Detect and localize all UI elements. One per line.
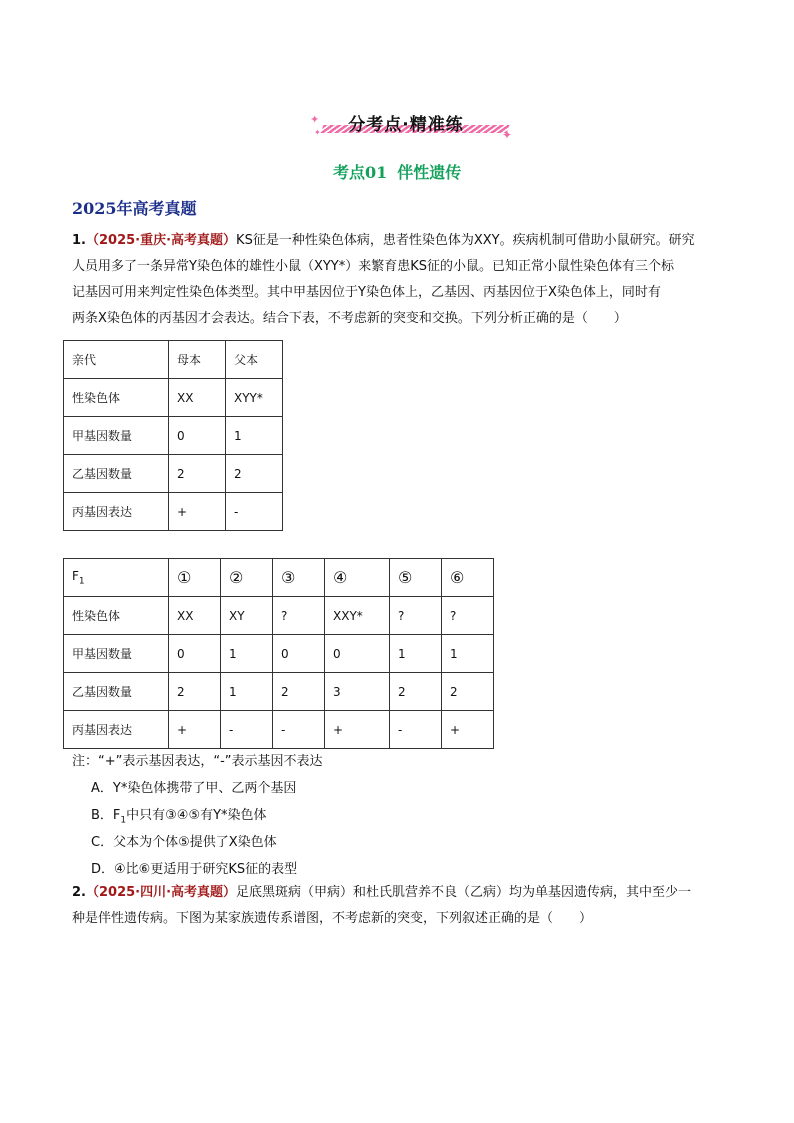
table-cell: 1 <box>390 635 442 673</box>
table-cell: 2 <box>169 455 226 493</box>
table-cell: ? <box>273 597 325 635</box>
stem-line <box>72 880 732 906</box>
table-header-cell <box>64 559 169 597</box>
question-source: （2025·重庆·高考真题） <box>85 233 237 248</box>
table-header-cell: ④ <box>325 559 390 597</box>
stem-line: 人员用多了一条异常Y染色体的雄性小鼠（XYY*）来繁育患KS征的小鼠。已知正常小鼠性染色体有三个标 <box>72 259 675 274</box>
table-cell: XXY* <box>325 597 390 635</box>
stem-line: 种是伴性遗传病。下图为某家族遗传系谱图，不考虑新的突变，下列叙述正确的是（ ） <box>72 911 593 926</box>
table-cell: + <box>169 711 221 749</box>
table-cell: + <box>442 711 494 749</box>
table-cell: 甲基因数量 <box>64 635 169 673</box>
table-cell: 2 <box>390 673 442 711</box>
table-cell: 0 <box>169 417 226 455</box>
table-cell: 2 <box>226 455 283 493</box>
table-cell: 0 <box>325 635 390 673</box>
option-b <box>91 804 267 826</box>
table-note: 注：“+”表示基因表达，“-”表示基因不表达 <box>72 754 323 769</box>
option-text: 中只有③④⑤有Y*染色体 <box>126 808 267 823</box>
table-cell: - <box>221 711 273 749</box>
table-cell: 2 <box>273 673 325 711</box>
topic-name: 伴性遗传 <box>397 163 462 182</box>
table-row <box>64 417 283 455</box>
table-cell: 2 <box>169 673 221 711</box>
sparkle-icon: ✦ <box>310 113 320 126</box>
table-cell: 性染色体 <box>64 379 169 417</box>
table-header-cell: 亲代 <box>64 341 169 379</box>
table-cell: XY <box>221 597 273 635</box>
table-cell: - <box>390 711 442 749</box>
option-c: C．父本为个体⑤提供了X染色体 <box>91 835 277 850</box>
table-cell: + <box>325 711 390 749</box>
topic-heading <box>333 160 461 183</box>
table-cell: XYY* <box>226 379 283 417</box>
table-cell: 1 <box>221 673 273 711</box>
table-cell: 性染色体 <box>64 597 169 635</box>
question-2-stem <box>72 880 732 932</box>
table-row <box>64 635 494 673</box>
table-cell: XX <box>169 597 221 635</box>
table-cell: 丙基因表达 <box>64 711 169 749</box>
table-header-cell: ① <box>169 559 221 597</box>
table-cell: ? <box>390 597 442 635</box>
table-header-cell: ⑥ <box>442 559 494 597</box>
topic-label: 考点01 <box>333 163 388 182</box>
table-row <box>64 711 494 749</box>
table-row <box>64 455 283 493</box>
table-row <box>64 673 494 711</box>
stem-line: 记基因可用来判定性染色体类型。其中甲基因位于Y染色体上，乙基因、丙基因位于X染色体上，同时有 <box>72 285 661 300</box>
table-cell: 0 <box>273 635 325 673</box>
stem-text: KS征是一种性染色体病，患者性染色体为XXY。疾病机制可借助小鼠研究。研究 <box>236 233 695 248</box>
header-subscript: 1 <box>78 576 85 587</box>
table-cell: 甲基因数量 <box>64 417 169 455</box>
table-row <box>64 493 283 531</box>
sparkle-icon: ✦ <box>314 128 321 137</box>
table-cell: XX <box>169 379 226 417</box>
table-header-cell: ⑤ <box>390 559 442 597</box>
table-cell: 乙基因数量 <box>64 673 169 711</box>
table-cell: + <box>169 493 226 531</box>
banner <box>310 110 513 144</box>
question-source: （2025·四川·高考真题） <box>85 885 237 900</box>
parent-table <box>63 340 283 531</box>
stem-text: 足底黑斑病（甲病）和杜氏肌营养不良（乙病）均为单基因遗传病，其中至少一 <box>236 885 692 900</box>
table-cell: 乙基因数量 <box>64 455 169 493</box>
stem-line <box>72 228 732 254</box>
table-cell: 1 <box>442 635 494 673</box>
question-number: 1. <box>72 233 86 248</box>
option-d: D．④比⑥更适用于研究KS征的表型 <box>91 862 298 877</box>
table-cell: 1 <box>221 635 273 673</box>
banner-title: 分考点·精准练 <box>348 115 464 135</box>
question-1-stem <box>72 228 732 332</box>
question-number: 2. <box>72 885 86 900</box>
table-row <box>64 379 283 417</box>
table-cell: 0 <box>169 635 221 673</box>
table-cell: 丙基因表达 <box>64 493 169 531</box>
section-heading: 2025年高考真题 <box>72 199 197 218</box>
table-cell: - <box>226 493 283 531</box>
table-cell: 1 <box>226 417 283 455</box>
table-cell: 3 <box>325 673 390 711</box>
offspring-table <box>63 558 494 749</box>
stem-line: 两条X染色体的丙基因才会表达。结合下表，不考虑新的突变和交换。下列分析正确的是（ ） <box>72 311 627 326</box>
table-cell: 2 <box>442 673 494 711</box>
table-row <box>64 341 283 379</box>
option-text: B．F <box>91 808 121 823</box>
table-row <box>64 597 494 635</box>
table-header-cell: ③ <box>273 559 325 597</box>
table-header-cell: 父本 <box>226 341 283 379</box>
option-a: A．Y*染色体携带了甲、乙两个基因 <box>91 781 297 796</box>
header-text: F <box>72 568 79 583</box>
table-cell: ? <box>442 597 494 635</box>
table-cell: - <box>273 711 325 749</box>
table-header-cell: 母本 <box>169 341 226 379</box>
sparkle-icon: ✦ <box>502 128 513 142</box>
option-subscript: 1 <box>120 815 127 826</box>
table-header-cell: ② <box>221 559 273 597</box>
table-row <box>64 559 494 597</box>
